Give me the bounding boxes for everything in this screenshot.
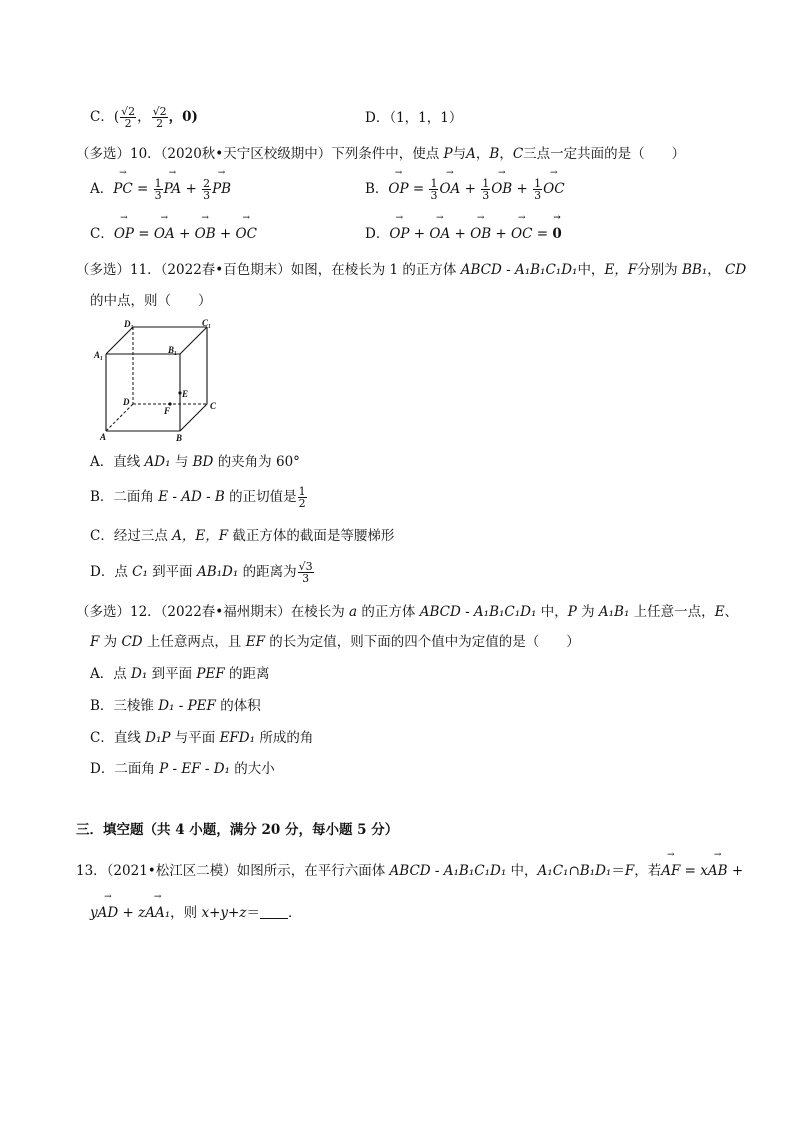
q11-option-a: A．直线 AD₁ 与 BD 的夹角为 60° [90, 454, 300, 470]
q11-option-d: D．点 C₁ 到平面 AB₁D₁ 的距离为 $\frac{√3}{3}$ [90, 560, 313, 585]
q12-option-c: C．直线 D₁P 与平面 EFD₁ 所成的角 [90, 730, 314, 746]
label-D1: D₁ [124, 319, 134, 329]
q12-option-b: B．三棱锥 D₁ - PEF 的体积 [90, 698, 261, 714]
label-D: D [123, 397, 130, 407]
label-E: E [182, 389, 189, 399]
label-B: B [176, 433, 183, 443]
q9-option-d: D．（1，1，1） [365, 110, 463, 126]
q12-option-a: A．点 D₁ 到平面 PEF 的距离 [90, 666, 270, 682]
label-A1: A₁ [94, 350, 104, 360]
q12-stem-line1: （多选）12．（2022春•福州期末）在棱长为 a 的正方体 ABCD - A₁B₁C₁D₁ 中，P 为 A₁B₁ 上任意一点，E、 [76, 604, 739, 620]
q12-stem-line2: F 为 CD 上任意两点，且 EF 的长为定值，则下面的四个值中为定值的是（ ） [90, 634, 580, 650]
label-A: A [100, 432, 107, 442]
q11-stem-line1: （多选）11．（2022春•百色期末）如图，在棱长为 1 的正方体 ABCD - A₁B₁C₁D₁中，E，F分别为 BB₁， CD [76, 262, 747, 278]
cube-figure [88, 318, 218, 446]
edge-AD [106, 404, 133, 431]
q11-option-c: C．经过三点 A，E，F 截正方体的截面是等腰梯形 [90, 528, 395, 544]
section-title: 三．填空题（共 4 小题，满分 20 分，每小题 5 分） [76, 822, 399, 838]
q11-option-b: B．二面角 E - AD - B 的正切值是 $\frac{1}{2}$ [90, 485, 306, 510]
q9-option-c: C．( $\frac{√2}{2}$ ， $\frac{√2}{2}$ ，0) [90, 105, 198, 130]
q10-option-c: C．→ OP = → OA + → OB + → OC [90, 224, 257, 244]
answer-blank[interactable] [260, 904, 288, 919]
label-B1: B₁ [168, 345, 178, 355]
label-F: F [164, 406, 171, 416]
q13-stem-line1: 13．（2021•松江区二模）如图所示，在平行六面体 ABCD - A₁B₁C₁D₁ 中，A₁C₁∩B₁D₁＝F，若→ AF = x→ AB + [76, 861, 743, 881]
label-C1: C₁ [202, 318, 212, 328]
edge-B1C1 [180, 327, 207, 354]
q10-stem: （多选）10．（2020秋•天宁区校级期中）下列条件中，使点 P与A，B，C三点一定共面的是（ ） [76, 146, 686, 162]
q11-stem-line2: 的中点，则（ ） [90, 293, 212, 309]
q13-stem-line2: y→ AD + z→ AA₁，则 x+y+z＝ ． [90, 903, 301, 923]
q12-option-d: D．二面角 P - EF - D₁ 的大小 [90, 761, 275, 777]
q10-option-a: A．→ PC = $\frac{1}{3}$ → PA + $\frac{2}{3}$ → PB [90, 178, 231, 201]
q10-option-b: B．→ OP = $\frac{1}{3}$ → OA + $\frac{1}{3}$ → OB + $\frac{1}{3}$ → OC [365, 178, 565, 201]
q10-option-d: D．→ OP + → OA + → OB + → OC = → 0 [365, 224, 562, 244]
edge-BC [180, 404, 207, 431]
edge-A1D1 [106, 327, 133, 354]
label-C: C [210, 401, 217, 411]
